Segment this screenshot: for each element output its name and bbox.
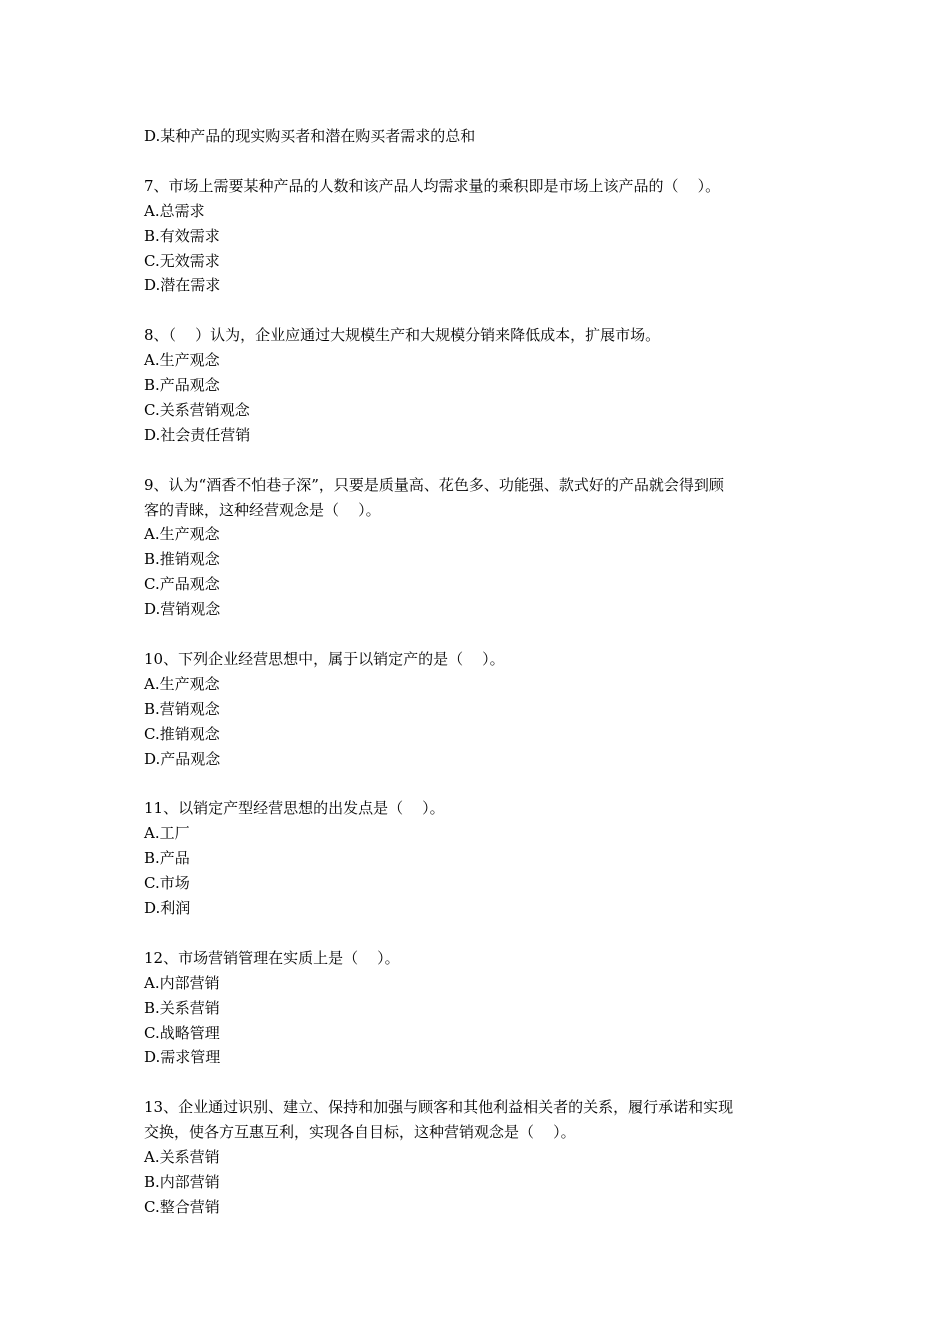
question-block bbox=[144, 946, 814, 1071]
option-line: D.需求管理 bbox=[144, 1048, 221, 1067]
option-line: A.生产观念 bbox=[144, 525, 220, 544]
question-spacer bbox=[144, 448, 814, 473]
option-line: D.营销观念 bbox=[144, 600, 221, 619]
option-line: C.整合营销 bbox=[144, 1197, 220, 1216]
option-line: D.潜在需求 bbox=[144, 276, 221, 295]
question-block bbox=[144, 473, 814, 622]
question-spacer bbox=[144, 622, 814, 647]
option-line: C.市场 bbox=[144, 874, 190, 893]
question-block bbox=[144, 1095, 814, 1220]
option-line: A.生产观念 bbox=[144, 674, 220, 693]
question-text: 8、（ ）认为，企业应通过大规模生产和大规模分销来降低成本，扩展市场。 bbox=[144, 326, 661, 345]
option-line: C.推销观念 bbox=[144, 724, 220, 743]
question-text: 13、企业通过识别、建立、保持和加强与顾客和其他利益相关者的关系，履行承诺和实现 bbox=[144, 1098, 734, 1117]
question-spacer bbox=[144, 298, 814, 323]
option-line: B.推销观念 bbox=[144, 550, 220, 569]
question-spacer bbox=[144, 149, 814, 174]
option-line: A.总需求 bbox=[144, 201, 205, 220]
question-list bbox=[144, 149, 814, 1220]
question-text: 12、市场营销管理在实质上是（ ）。 bbox=[144, 948, 400, 967]
option-line: C.产品观念 bbox=[144, 575, 220, 594]
option-line: C.无效需求 bbox=[144, 251, 220, 270]
question-text: 9、认为“酒香不怕巷子深”，只要是质量高、花色多、功能强、款式好的产品就会得到顾 bbox=[144, 475, 724, 494]
question-spacer bbox=[144, 772, 814, 797]
option-line: D.产品观念 bbox=[144, 749, 221, 768]
option-line: A.生产观念 bbox=[144, 351, 220, 370]
option-line: C.关系营销观念 bbox=[144, 400, 250, 419]
option-line: A.关系营销 bbox=[144, 1148, 220, 1167]
question-text: 交换，使各方互惠互利，实现各自目标，这种营销观念是（ ）。 bbox=[144, 1123, 576, 1142]
option-line: B.营销观念 bbox=[144, 699, 220, 718]
option-line: B.产品 bbox=[144, 849, 190, 868]
option-line: C.战略管理 bbox=[144, 1023, 220, 1042]
question-block bbox=[144, 174, 814, 299]
question-block bbox=[144, 796, 814, 921]
question-spacer bbox=[144, 921, 814, 946]
question-text: 客的青睐，这种经营观念是（ ）。 bbox=[144, 500, 381, 519]
option-line: D.利润 bbox=[144, 899, 191, 918]
option-line: A.工厂 bbox=[144, 824, 190, 843]
question-text: 11、以销定产型经营思想的出发点是（ ）。 bbox=[144, 799, 445, 818]
option-line: B.内部营销 bbox=[144, 1172, 220, 1191]
question-spacer bbox=[144, 1070, 814, 1095]
option-line: B.关系营销 bbox=[144, 998, 220, 1017]
option-line: B.产品观念 bbox=[144, 376, 220, 395]
question-text: 7、市场上需要某种产品的人数和该产品人均需求量的乘积即是市场上该产品的（ ）。 bbox=[144, 176, 721, 195]
document-page bbox=[144, 124, 814, 1220]
option-line: D.某种产品的现实购买者和潜在购买者需求的总和 bbox=[144, 127, 476, 145]
question-block bbox=[144, 647, 814, 772]
option-line: D.社会责任营销 bbox=[144, 425, 251, 444]
option-line: A.内部营销 bbox=[144, 973, 220, 992]
option-line: B.有效需求 bbox=[144, 226, 220, 245]
question-block bbox=[144, 323, 814, 448]
question-text: 10、下列企业经营思想中，属于以销定产的是（ ）。 bbox=[144, 649, 505, 668]
